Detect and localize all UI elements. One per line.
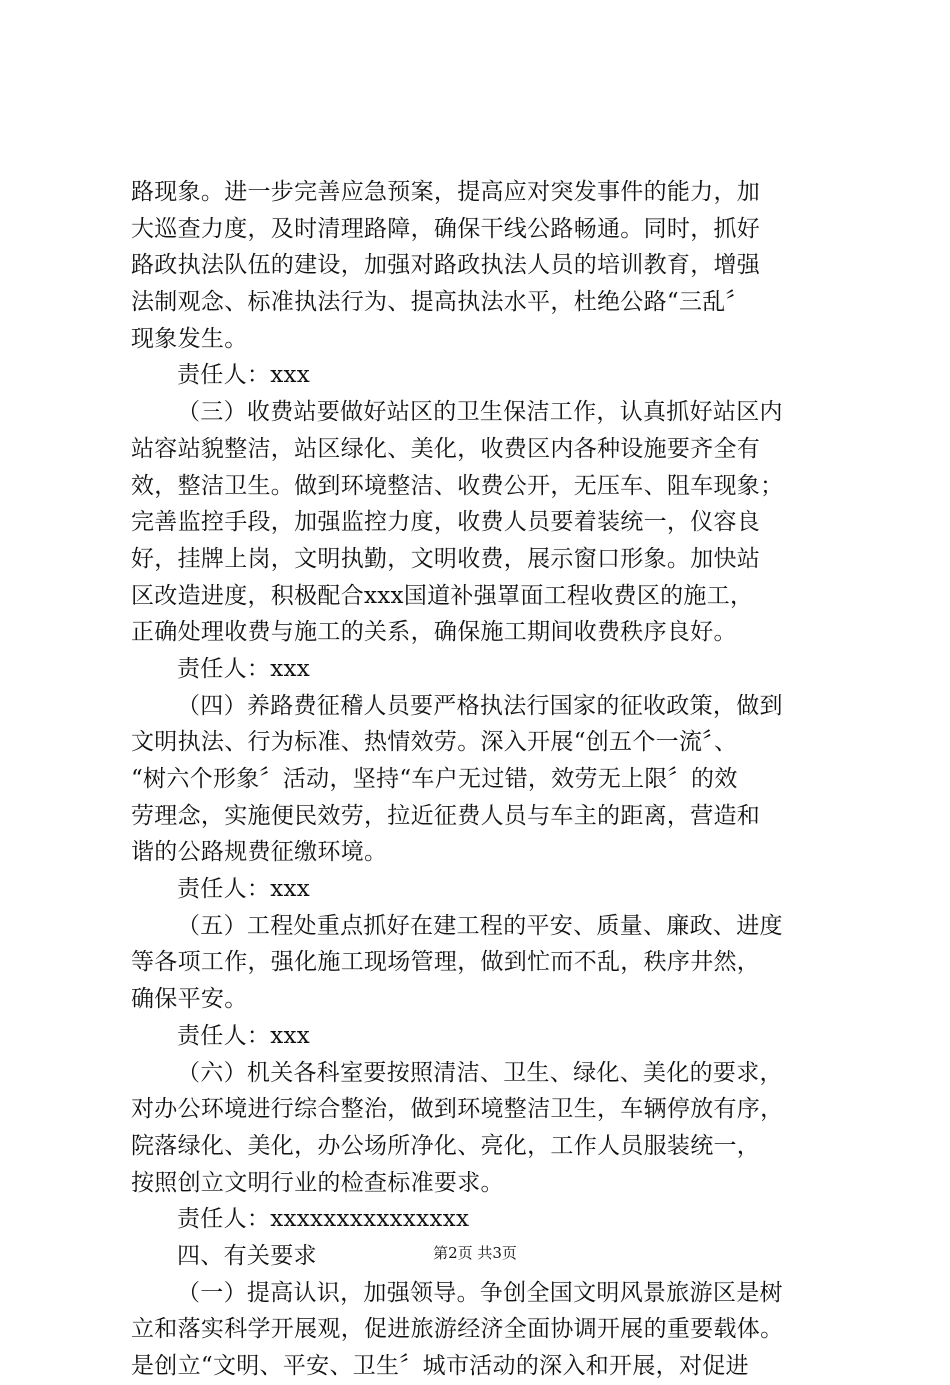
text-line: （六）机关各科室要按照清洁、卫生、绿化、美化的要求， xyxy=(177,1059,783,1086)
text-line: 院落绿化、美化，办公场所净化、亮化，工作人员服装统一， xyxy=(131,1132,761,1159)
text-line: 现象发生。 xyxy=(131,325,248,352)
text-line: 文明执法、行为标准、热情效劳。深入开展“创五个一流〞、 xyxy=(131,729,738,756)
text-line: 责任人：xxx xyxy=(177,876,311,903)
text-line: 大巡查力度，及时清理路障，确保干线公路畅通。同时，抓好 xyxy=(131,215,761,242)
text-line: 法制观念、标准执法行为、提高执法水平，杜绝公路“三乱〞 xyxy=(131,289,749,316)
document-body xyxy=(131,174,831,1385)
text-line: 完善监控手段，加强监控力度，收费人员要着装统一，仪容良 xyxy=(131,509,761,536)
text-line: 责任人：xxx xyxy=(177,655,311,682)
text-line: 对办公环境进行综合整治，做到环境整洁卫生，车辆停放有序， xyxy=(131,1096,784,1123)
text-line: 路现象。进一步完善应急预案，提高应对突发事件的能力，加 xyxy=(131,179,761,205)
text-line: 区改造进度，积极配合xxx国道补强罩面工程收费区的施工， xyxy=(131,582,754,609)
text-line: 好，挂牌上岗，文明执勤，文明收费，展示窗口形象。加快站 xyxy=(131,545,761,572)
text-line: 四、有关要求 xyxy=(177,1242,317,1269)
text-line: 效，整洁卫生。做到环境整洁、收费公开，无压车、阻车现象； xyxy=(131,472,784,499)
text-line: 等各项工作，强化施工现场管理，做到忙而不乱，秩序井然， xyxy=(131,949,761,976)
text-line: 确保平安。 xyxy=(131,986,248,1013)
text-line: 谐的公路规费征缴环境。 xyxy=(131,839,388,866)
text-line: 责任人：xxxxxxxxxxxxxxx xyxy=(177,1206,470,1233)
text-line: 劳理念，实施便民效劳，拉近征费人员与车主的距离，营造和 xyxy=(131,802,761,829)
text-line: （三）收费站要做好站区的卫生保洁工作，认真抓好站区内 xyxy=(177,399,783,426)
text-line: （五）工程处重点抓好在建工程的平安、质量、廉政、进度 xyxy=(177,912,783,939)
text-line: 立和落实科学开展观，促进旅游经济全面协调开展的重要载体。 xyxy=(131,1316,784,1343)
page-footer: 第2页 共3页 xyxy=(433,1244,517,1262)
text-line: 责任人：xxx xyxy=(177,362,311,389)
text-line: 责任人：xxx xyxy=(177,1022,311,1049)
text-line: 路政执法队伍的建设，加强对路政执法人员的培训教育，增强 xyxy=(131,252,761,279)
text-line: 正确处理收费与施工的关系，确保施工期间收费秩序良好。 xyxy=(131,619,737,646)
text-line: 站容站貌整洁，站区绿化、美化，收费区内各种设施要齐全有 xyxy=(131,435,761,462)
text-line: 是创立“文明、平安、卫生〞城市活动的深入和开展，对促进 xyxy=(131,1353,749,1379)
text-line: 按照创立文明行业的检查标准要求。 xyxy=(131,1169,504,1196)
text-line: （一）提高认识，加强领导。争创全国文明风景旅游区是树 xyxy=(177,1279,783,1306)
text-line: “树六个形象〞活动，坚持“车户无过错，效劳无上限〞的效 xyxy=(131,766,738,792)
text-line: （四）养路费征稽人员要严格执法行国家的征收政策，做到 xyxy=(177,692,783,719)
